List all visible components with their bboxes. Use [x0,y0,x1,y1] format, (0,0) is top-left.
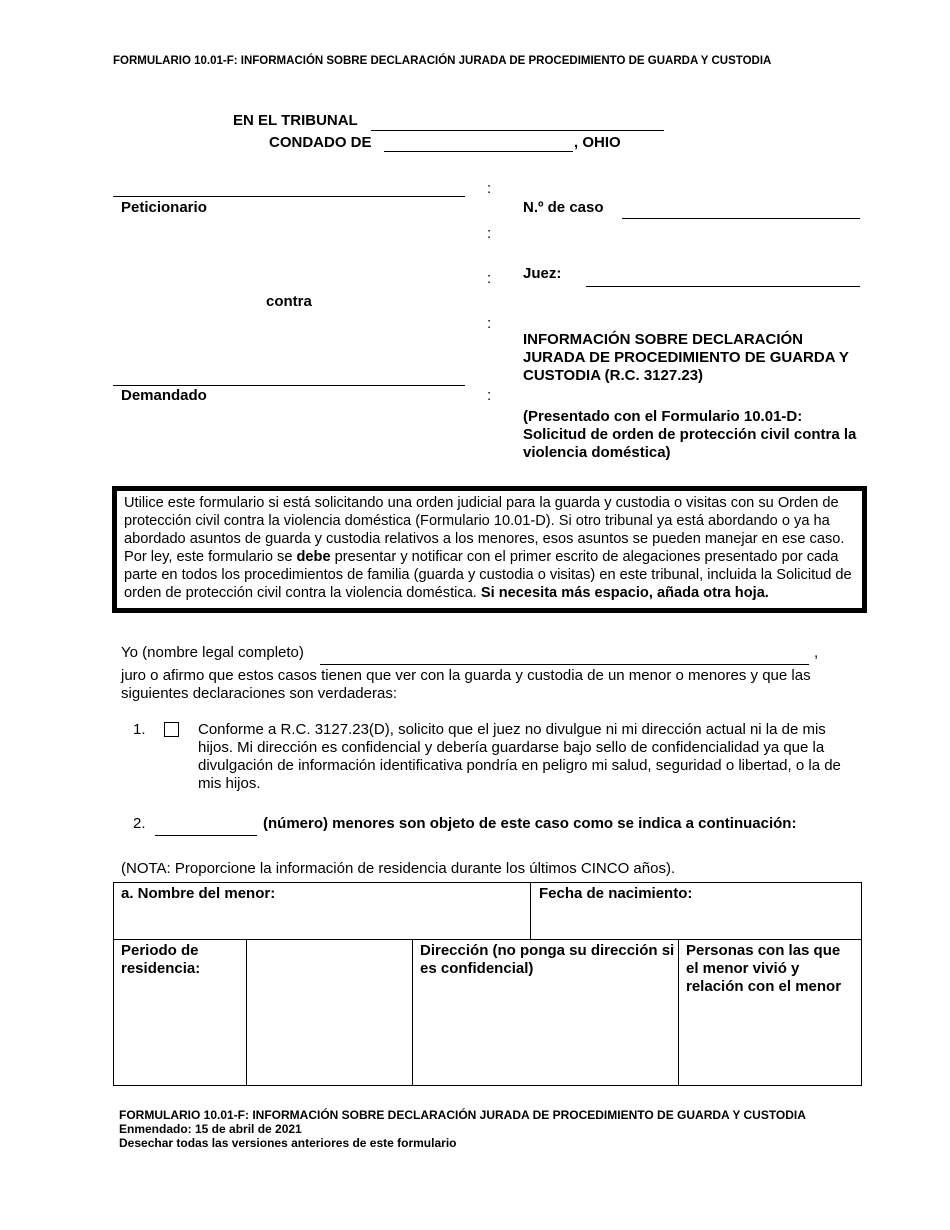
legal-name-field[interactable] [320,664,809,665]
legal-name-label: Yo (nombre legal completo) [121,644,304,661]
caption-colon: : [487,315,492,332]
court-label: EN EL TRIBUNAL [233,112,358,129]
document-subtitle: (Presentado con el Formulario 10.01-D: Solicitud de orden de protección civil contra la violencia doméstica) [523,408,857,461]
footer-form-title: FORMULARIO 10.01-F: INFORMACIÓN SOBRE DECLARACIÓN JURADA DE PROCEDIMIENTO DE GUARDA Y CUSTODIA [119,1108,806,1122]
item-1-number: 1. [133,721,146,738]
item-1-text: Conforme a R.C. 3127.23(D), solicito que el juez no divulgue ni mi dirección actual ni la de mis hijos. Mi dirección es confidencial y debería guardarse bajo sello de confidencialidad ya que la divulgación de información identificativa pondría en peligro mi salud, seguridad o libertad, o la de mis hijos. [198,721,841,792]
table-divider [530,883,531,939]
caption-colon: : [487,270,492,287]
persons-lived-with-label: Personas con las que el menor vivió y relación con el menor [686,942,842,995]
caption-colon: : [487,387,492,404]
oath-text: juro o afirmo que estos casos tienen que ver con la guarda y custodia de un menor o menores y que las siguientes declaraciones son verdaderas: [121,667,811,702]
county-label: CONDADO DE [269,134,372,151]
table-divider [246,939,247,1085]
respondent-name-field[interactable] [113,385,465,386]
document-title: INFORMACIÓN SOBRE DECLARACIÓN JURADA DE PROCEDIMIENTO DE GUARDA Y CUSTODIA (R.C. 3127.23) [523,331,849,384]
footer-discard-note: Desechar todas las versiones anteriores de este formulario [119,1136,457,1150]
table-divider [678,939,679,1085]
notice-emphasis: Si necesita más espacio, añada otra hoja. [480,585,769,601]
case-number-field[interactable] [622,218,860,219]
number-of-children-field[interactable] [155,835,257,836]
instructions-notice-box [112,486,867,613]
page-footer [119,1108,806,1150]
judge-name-field[interactable] [586,286,860,287]
confidential-address-checkbox[interactable] [164,722,179,737]
caption-colon: : [487,180,492,197]
petitioner-label: Peticionario [121,199,207,216]
case-number-label: N.º de caso [523,199,604,216]
residence-period-label: Periodo de residencia: [121,942,201,977]
address-label: Dirección (no ponga su dirección si es confidencial) [420,942,675,977]
legal-name-comma: , [814,644,819,661]
caption-colon: : [487,225,492,242]
item-2-number: 2. [133,815,146,832]
footer-amended-date: Enmendado: 15 de abril de 2021 [119,1122,302,1136]
county-name-field[interactable] [384,151,573,152]
notice-emphasis: debe [296,549,331,565]
notice-text: Utilice este formulario si está solicitando una orden judicial para la guarda y custodia o visitas con su Orden de protección civil contra la violencia doméstica (Formulario 10.01-D). Si otro tribunal ya está abordando o ya ha abordado asuntos de guarda y custodia relativos a los menores, esos asuntos se pueden manejar en ese caso. Por ley, este formulario se [124,495,845,565]
table-divider [412,939,413,1085]
date-of-birth-label: Fecha de nacimiento: [539,885,693,902]
table-divider [114,939,861,940]
child-name-label: a. Nombre del menor: [121,885,276,902]
item-2-text: (número) menores son objeto de este caso como se indica a continuación: [263,815,797,832]
court-name-field[interactable] [371,130,664,131]
child-info-table [113,882,862,1086]
residence-note: (NOTA: Proporcione la información de residencia durante los últimos CINCO años). [121,860,676,877]
form-header-title: FORMULARIO 10.01-F: INFORMACIÓN SOBRE DECLARACIÓN JURADA DE PROCEDIMIENTO DE GUARDA Y CUSTODIA [113,55,772,67]
judge-label: Juez: [523,265,562,282]
respondent-label: Demandado [121,387,207,404]
notice-text: presentar y notificar con el primer escrito de alegaciones presentado por cada parte en todos los procedimientos de familia (guarda y custodia o visitas) en este tribunal, incluida la Solicitud de orden de protección civil contra la violencia doméstica. [124,549,852,601]
versus-label: contra [266,293,312,310]
state-label: , OHIO [574,134,621,151]
petitioner-name-field[interactable] [113,196,465,197]
